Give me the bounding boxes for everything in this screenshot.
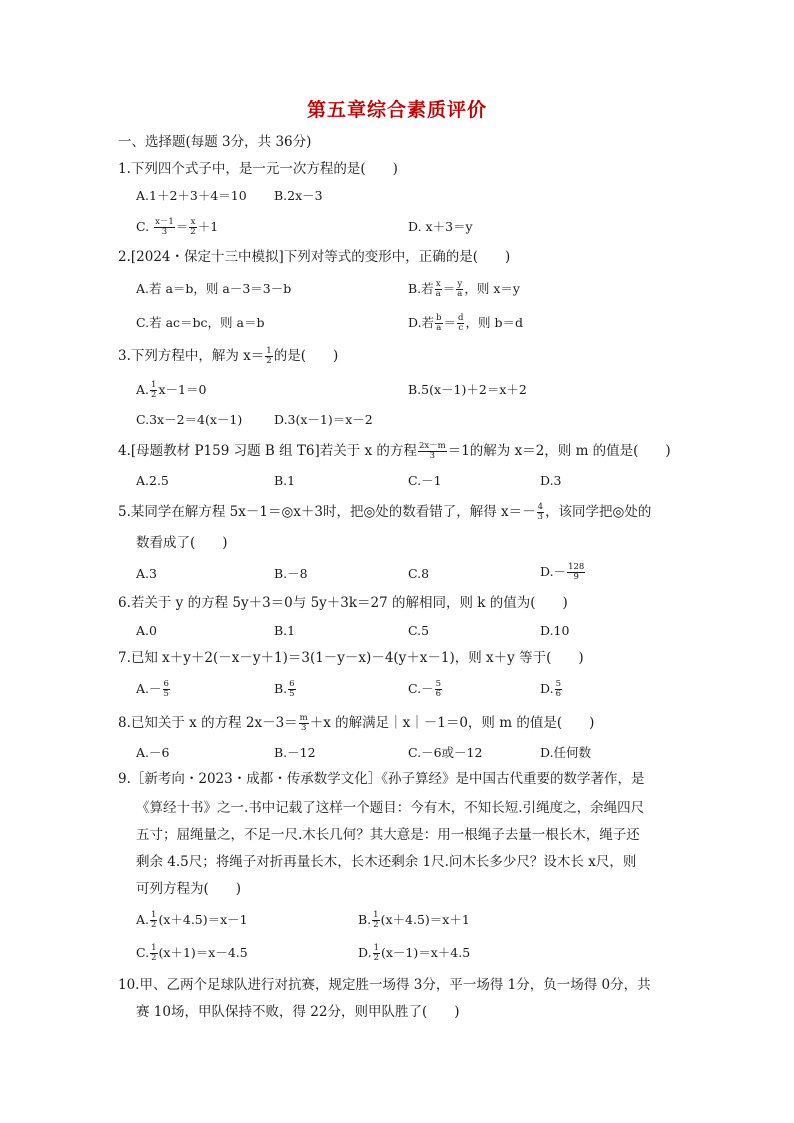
- q1-option-d: D. x＋3＝y: [408, 219, 473, 234]
- q9-option-a: A. $\frac{1}{2}$ (x＋4.5)＝x－1: [136, 910, 248, 930]
- page-title: 第五章综合素质评价: [306, 99, 487, 121]
- question-10-line-2: 赛 10场，甲队保持不败，得 22分，则甲队胜了( ): [136, 1004, 460, 1020]
- q3-option-b: B.5(x－1)＋2＝x＋2: [408, 382, 527, 397]
- question-8-stem: 8.已知关于 x 的方程 2x－3＝ $\frac{m}{3}$ ＋x 的解满足｜x｜－1＝0，则 m 的值是( ): [118, 713, 595, 733]
- q6-option-a: A.0: [136, 623, 157, 638]
- question-3-stem: 3.下列方程中，解为 x＝ $\frac{1}{2}$ 的是( ): [118, 346, 339, 366]
- section-heading: 一、选择题(每题 3分，共 36分): [118, 134, 312, 150]
- q9-option-d: D. $\frac{1}{2}$ (x－1)＝x＋4.5: [358, 943, 471, 963]
- q4-option-a: A.2.5: [136, 473, 169, 488]
- q5-option-d: D.－ $\frac{128}{9}$: [540, 562, 585, 582]
- question-9-line-4: 剩余 4.5尺；将绳子对折再量长木，长木还剩余 1尺.问木长多少尺？设木长 x尺，则: [136, 854, 637, 870]
- question-1-stem: 1.下列四个式子中，是一元一次方程的是( ): [118, 161, 398, 177]
- q2-option-a: A.若 a＝b，则 a－3＝3－b: [136, 281, 292, 296]
- q8-option-a: A.－6: [136, 745, 170, 760]
- q7-option-d: D. $\frac{5}{6}$: [540, 679, 561, 699]
- q5-option-a: A.3: [136, 566, 157, 581]
- q4-option-c: C.－1: [408, 473, 442, 488]
- q8-option-d: D.任何数: [540, 745, 592, 760]
- q1-option-a: A.1＋2＋3＋4＝10: [136, 188, 247, 203]
- question-9-line-5: 可列方程为( ): [136, 881, 242, 897]
- q6-option-d: D.10: [540, 623, 570, 638]
- q9-option-b: B. $\frac{1}{2}$ (x＋4.5)＝x＋1: [358, 910, 470, 930]
- q4-option-b: B.1: [274, 473, 296, 488]
- q2-option-c: C.若 ac＝bc，则 a＝b: [136, 315, 265, 330]
- q6-option-c: C.5: [408, 623, 430, 638]
- q9-option-c: C. $\frac{1}{2}$ (x＋1)＝x－4.5: [136, 943, 248, 963]
- q6-option-b: B.1: [274, 623, 296, 638]
- q7-option-c: C.－ $\frac{5}{6}$: [408, 679, 442, 699]
- question-4-stem: 4.[母题教材 P159 习题 B 组 T6]若关于 x 的方程 $\frac{2x-m}{3}$ ＝1的解为 x＝2，则 m 的值是( ): [118, 441, 671, 461]
- q5-option-b: B.－8: [274, 566, 308, 581]
- question-7-stem: 7.已知 x＋y＋2(－x－y＋1)＝3(1－y－x)－4(y＋x－1)，则 x＋y 等于( ): [118, 650, 584, 666]
- q2-option-d: D.若 $\frac{b}{a}$ ＝ $\frac{d}{c}$ ，则 b＝d: [408, 313, 523, 333]
- q3-option-c: C.3x－2＝4(x－1): [136, 412, 243, 427]
- q8-option-b: B.－12: [274, 745, 316, 760]
- question-6-stem: 6.若关于 y 的方程 5y＋3＝0与 5y＋3k＝27 的解相同，则 k 的值为( ): [118, 595, 568, 611]
- question-9-line-3: 五寸；屈绳量之，不足一尺.木长几何？其大意是：用一根绳子去量一根长木，绳子还: [136, 827, 640, 843]
- q7-option-b: B. $\frac{6}{5}$: [274, 679, 295, 699]
- question-9-line-2: 《算经十书》之一.书中记载了这样一个题目：今有木，不知长短.引绳度之，余绳四尺: [136, 800, 645, 816]
- q7-option-a: A.－ $\frac{6}{5}$: [136, 679, 169, 699]
- question-10-line-1: 10.甲、乙两个足球队进行对抗赛，规定胜一场得 3分，平一场得 1分，负一场得 0分，共: [118, 977, 651, 993]
- q2-option-b: B.若 $\frac{x}{a}$ ＝ $\frac{y}{a}$ ，则 x＝y: [408, 279, 520, 299]
- question-2-stem: 2.[2024・保定十三中模拟]下列对等式的变形中，正确的是( ): [118, 249, 511, 265]
- q4-option-d: D.3: [540, 473, 562, 488]
- question-5-stem: 5.某同学在解方程 5x－1＝◎x＋3时，把◎处的数看错了，解得 x＝－ $\frac{4}{3}$ ，该同学把◎处的: [118, 502, 652, 522]
- question-5-stem-cont: 数看成了( ): [136, 535, 228, 551]
- q3-option-d: D.3(x－1)＝x－2: [274, 412, 373, 427]
- q1-option-c: C. $\frac{x-1}{3}$ ＝ $\frac{x}{2}$ ＋1: [136, 217, 219, 237]
- q1-option-b: B.2x－3: [274, 188, 323, 203]
- q5-option-c: C.8: [408, 566, 430, 581]
- q8-option-c: C.－6或－12: [408, 745, 483, 760]
- q3-option-a: A. $\frac{1}{2}$ x－1＝0: [136, 380, 207, 400]
- question-9-line-1: 9.［新考向・2023・成都・传承数学文化］《孙子算经》是中国古代重要的数学著作，是: [118, 771, 645, 787]
